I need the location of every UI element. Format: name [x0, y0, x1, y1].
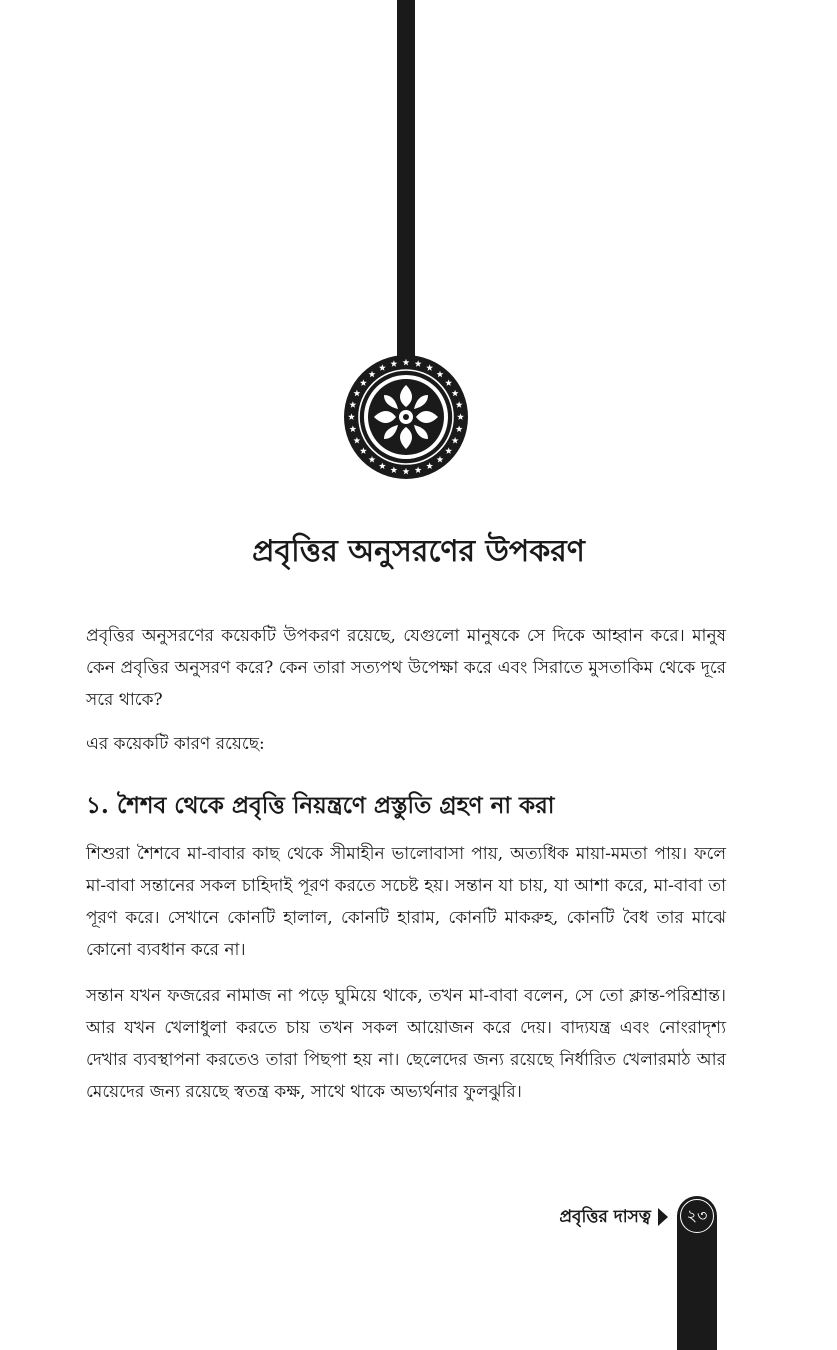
main-content: [86, 620, 726, 1108]
running-book-title: প্রবৃত্তির দাসত্ব: [559, 1207, 651, 1227]
page-tab-bar: [677, 1216, 717, 1350]
triangle-right-icon: [658, 1208, 668, 1226]
section-paragraph-1: শিশুরা শৈশবে মা-বাবার কাছ থেকে সীমাহীন ভালোবাসা পায়, অত্যধিক মায়া-মমতা পায়। ফলে মা-বাবা সন্তানের সকল চাহিদাই পূরণ করতে সচেষ্ট হয়। সন্তান যা চায়, যা আশা করে, মা-বাবা তা পূরণ করে। সেখানে কোনটি হালাল, কোনটি হারাম, কোনটি মাকরুহ, কোনটি বৈধ তার মাঝে কোনো ব্যবধান করে না।: [86, 844, 726, 960]
causes-intro: এর কয়েকটি কারণ রয়েছে:: [86, 734, 265, 754]
top-decorative-bar: [397, 0, 415, 370]
section-paragraph-2: সন্তান যখন ফজরের নামাজ না পড়ে ঘুমিয়ে থাকে, তখন মা-বাবা বলেন, সে তো ক্লান্ত-পরিশ্রান্ত। আর যখন খেলাধুলা করতে চায় তখন সকল আয়োজন করে দেয়। বাদ্যযন্ত্র এবং নোংরাদৃশ্য দেখার ব্যবস্থাপনা করতেও তারা পিছপা হয় না। ছেলেদের জন্য রয়েছে নির্ধারিত খেলারমাঠ আর মেয়েদের জন্য রয়েছে স্বতন্ত্র কক্ষ, সাথে থাকে অভ্যর্থনার ফুলঝুরি।: [86, 986, 726, 1102]
page-number: ২৩: [680, 1199, 714, 1233]
chapter-title: প্রবৃত্তির অনুসরণের উপকরণ: [252, 534, 585, 569]
section-heading: ১. শৈশব থেকে প্রবৃত্তি নিয়ন্ত্রণে প্রস্তুতি গ্রহণ না করা: [86, 792, 555, 819]
medallion-ornament-icon: [344, 355, 468, 479]
intro-paragraph: প্রবৃত্তির অনুসরণের কয়েকটি উপকরণ রয়েছে, যেগুলো মানুষকে সে দিকে আহ্বান করে। মানুষ কেন প্রবৃত্তির অনুসরণ করে? কেন তারা সত্যপথ উপেক্ষা করে এবং সিরাতে মুসতাকিম থেকে দূরে সরে থাকে?: [86, 626, 726, 710]
